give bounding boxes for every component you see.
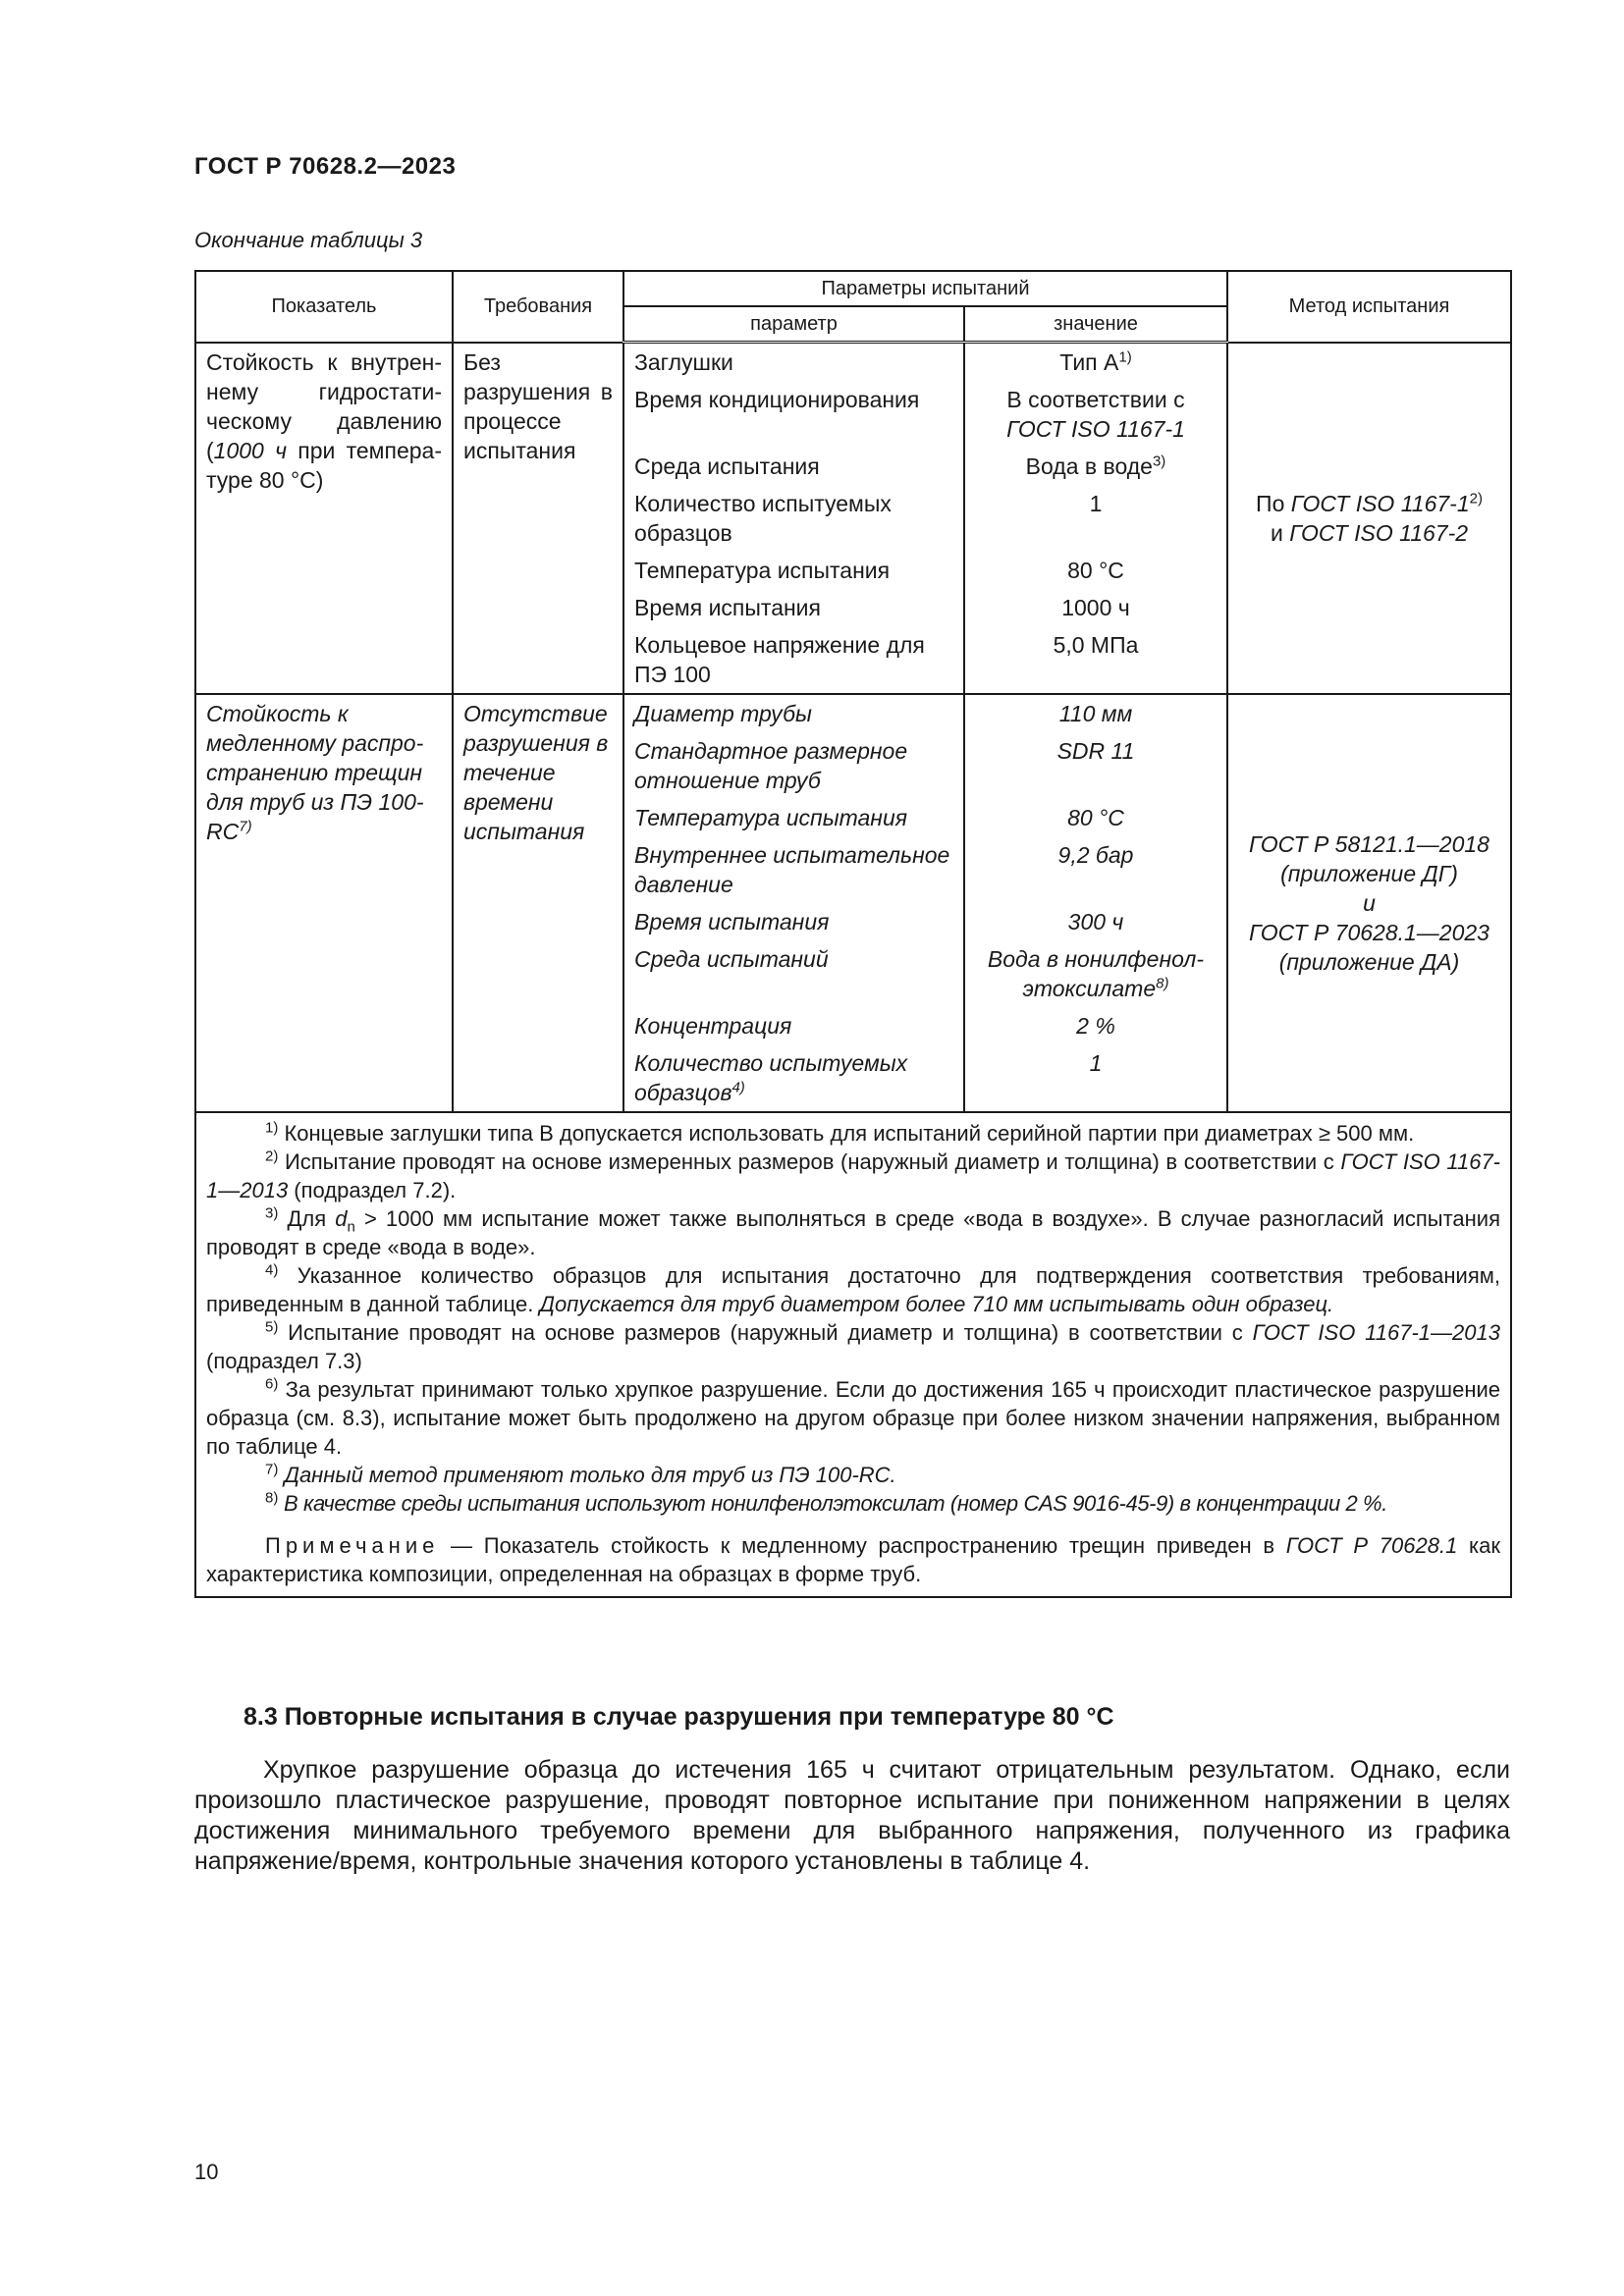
table-notes (195, 1112, 1511, 1597)
footnote-3: $^{3)}$ Для $d_n > 1000$ мм испытание может также выполняться в среде «вода в воздухе». В случае разногласий испытания проводят в среде «вода в воде». (206, 1204, 1500, 1259)
section-title: 8.3 Повторные испытания в случае разрушения при температуре 80 °С (244, 1703, 1114, 1731)
document-header: ГОСТ Р 70628.2—2023 (194, 153, 457, 180)
footnote-4: $^{4)}$ Указанное количество образцов для испытания достаточно для подтверждения соответствия требованиям, приведенным в данной таблице. Допускается для труб диаметром более 710 мм испытывать один образец. (206, 1261, 1500, 1316)
param-cell: Концентрация (623, 1007, 964, 1044)
footnote-1: $^{1)}$ Концевые заглушки типа В допускается использовать для испытаний серийной партии при диаметрах ≥ 500 мм. (265, 1119, 1415, 1146)
param-cell: Температура испытания (623, 552, 964, 589)
value-cell: Вода в нонилфенолэтоксилате$^{8)}$ (964, 940, 1227, 1007)
param-cell: Среда испытаний (623, 940, 964, 1007)
value-cell: 80 °С (964, 799, 1227, 836)
footnote-8: $^{8)}$ В качестве среды испытания используют нонилфенолэтоксилат (номер CAS 9016-45-9) в концентрации 2 %. (265, 1489, 1387, 1516)
table-row (195, 694, 1511, 732)
footnote-7: $^{7)}$ Данный метод применяют только для труб из ПЭ 100-RC. (265, 1461, 896, 1487)
param-cell: Время испытания (623, 589, 964, 626)
page-number: 10 (194, 2160, 219, 2184)
table-notes-row (195, 1112, 1511, 1597)
requirement-cell: Без разрушения в процессе испытания (453, 343, 623, 695)
footnote-6: $^{6)}$ За результат принимают только хрупкое разрушение. Если до достижения 165 ч происходит пластическое разрушение образца (см. 8.3), испытание может быть продолжено на другом образце при более низком значении напряжения, выбранном по таблице 4. (206, 1375, 1500, 1459)
requirement-cell: Отсутствие разрушения в течение времени испытания (453, 694, 623, 1112)
indicator-cell: Стойкость к медленному распространению трещин для труб из ПЭ 100-RC$^{7)}$ (195, 694, 453, 1112)
param-cell: Температура испытания (623, 799, 964, 836)
col-header-indicator: Показатель (195, 271, 453, 343)
param-cell: Кольцевое напряжение для ПЭ 100 (623, 626, 964, 694)
col-header-requirements: Требования (453, 271, 623, 343)
param-cell: Диаметр трубы (623, 694, 964, 732)
param-cell: Количество испытуемых образцов$^{4)}$ (623, 1044, 964, 1112)
method-cell: По ГОСТ ISO 1167-1$^{2)}$ и ГОСТ ISO 1167-2 (1227, 343, 1511, 695)
footnote-2: $^{2)}$ Испытание проводят на основе измеренных размеров (наружный диаметр и толщина) в соответствии с ГОСТ ISO 1167-1—2013 (подраздел 7.2). (206, 1148, 1501, 1202)
value-cell: 110 мм (964, 694, 1227, 732)
value-cell: 1000 ч (964, 589, 1227, 626)
col-header-value: значение (964, 306, 1227, 343)
param-cell: Заглушки (623, 343, 964, 382)
value-cell: SDR 11 (964, 732, 1227, 799)
col-header-param: параметр (623, 306, 964, 343)
table-row (195, 343, 1511, 382)
table-note-primechanie: Примечание — Показатель стойкость к медленному распространению трещин приведен в ГОСТ Р 70628.1 как характеристика композиции, определенная на образцах в форме труб. (206, 1533, 1501, 1586)
value-cell: 9,2 бар (964, 836, 1227, 903)
value-cell: 80 °С (964, 552, 1227, 589)
table-caption: Окончание таблицы 3 (194, 228, 423, 252)
section-paragraph: Хрупкое разрушение образца до истечения 165 ч считают отрицательным результатом. Однако, если произошло пластическое разрушение, проводят повторное испытание при пониженном напряжении в целях достижения минимального требуемого времени для выбранного напряжения, полученного из графика напряжение/время, контрольные значения которого установлены в таблице 4. (194, 1756, 1510, 1875)
value-cell: Тип $А^{1)}$ (964, 343, 1227, 382)
value-cell: 1 (964, 485, 1227, 552)
requirements-table (194, 270, 1512, 1598)
footnote-5: $^{5)}$ Испытание проводят на основе размеров (наружный диаметр и толщина) в соответствии с ГОСТ ISO 1167-1—2013 (подраздел 7.3) (206, 1318, 1500, 1373)
param-cell: Стандартное размерное отношение труб (623, 732, 964, 799)
value-cell: 300 ч (964, 903, 1227, 940)
param-cell: Внутреннее испытательное давление (623, 836, 964, 903)
value-cell: В соответствии с ГОСТ ISO 1167-1 (964, 381, 1227, 448)
value-cell: 5,0 МПа (964, 626, 1227, 694)
param-cell: Количество испытуемых образцов (623, 485, 964, 552)
value-cell: 1 (964, 1044, 1227, 1112)
col-header-method: Метод испытания (1227, 271, 1511, 343)
value-cell: 2 % (964, 1007, 1227, 1044)
col-header-params: Параметры испытаний (623, 271, 1227, 306)
indicator-cell: Стойкость к внутреннему гидростатическому давлению (1000 ч при температуре 80 °С) (195, 343, 453, 695)
value-cell: Вода в воде$^{3)}$ (964, 448, 1227, 485)
param-cell: Время испытания (623, 903, 964, 940)
method-cell: ГОСТ Р 58121.1—2018 (приложение ДГ) и ГОСТ Р 70628.1—2023 (приложение ДА) (1227, 694, 1511, 1112)
param-cell: Среда испытания (623, 448, 964, 485)
param-cell: Время кондиционирования (623, 381, 964, 448)
